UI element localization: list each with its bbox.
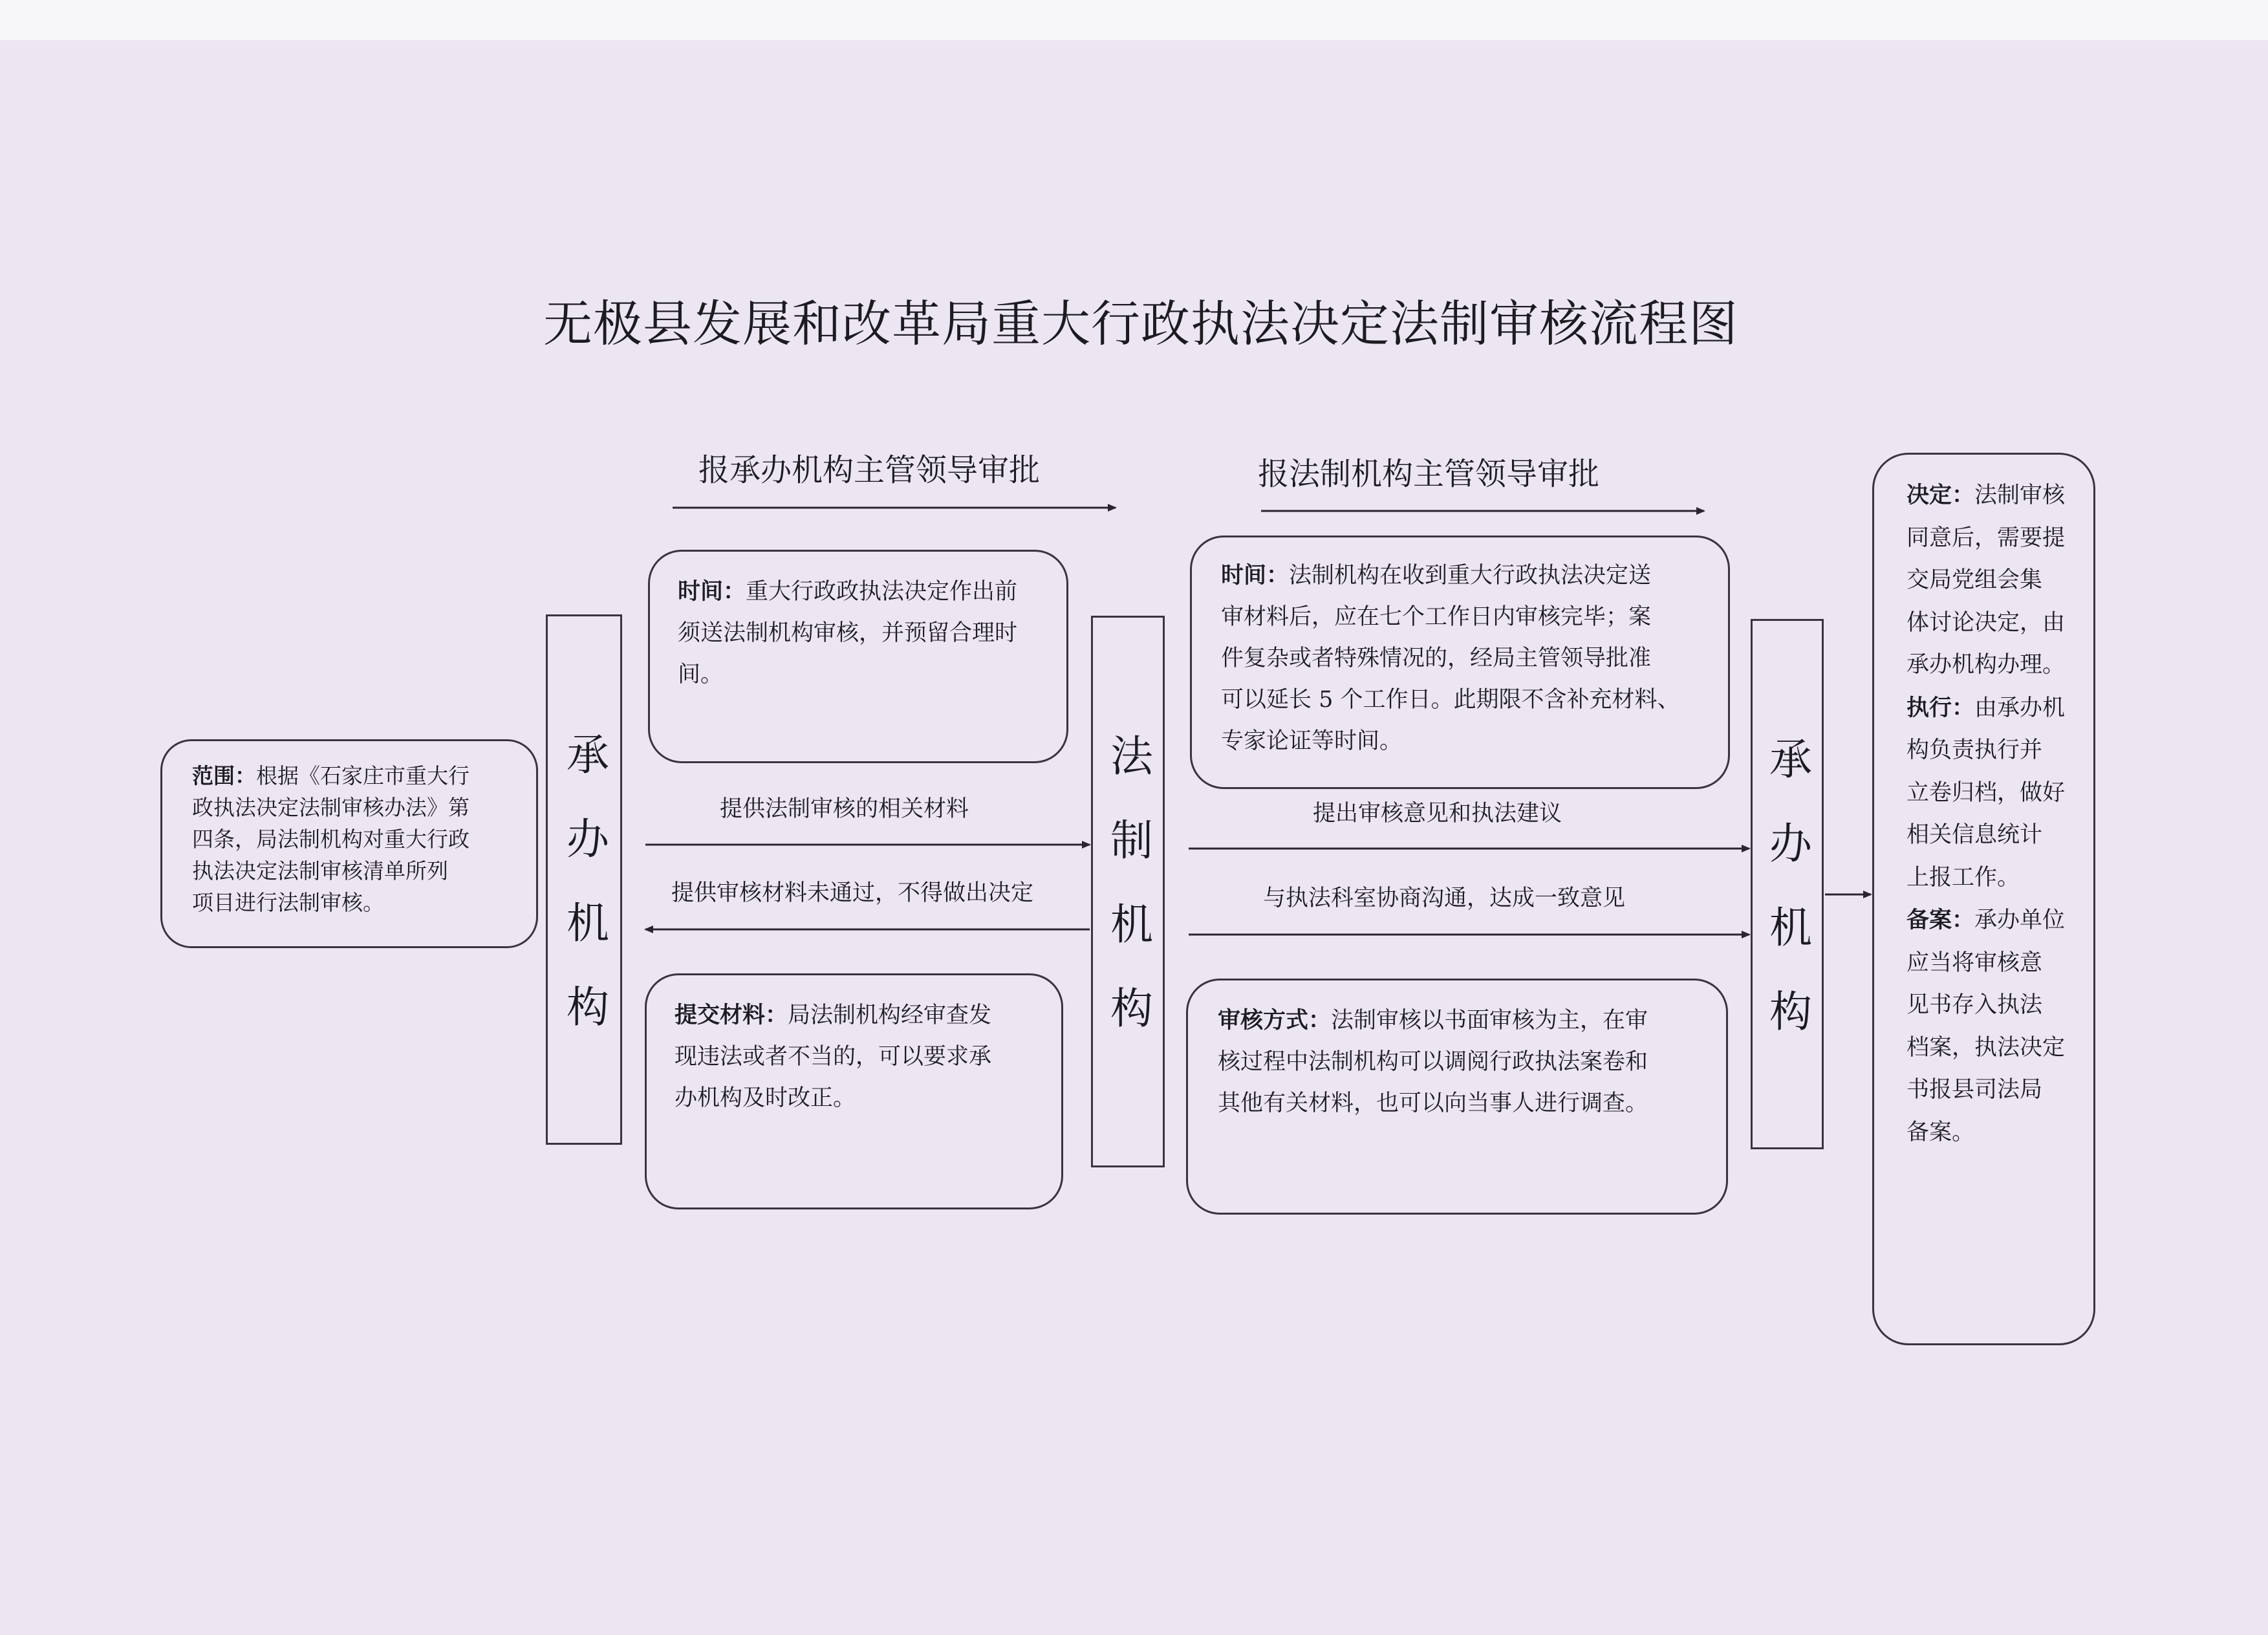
- submit-materials-line-2: 现违法或者不当的，可以要求承: [675, 1044, 992, 1070]
- page-title: 无极县发展和改革局重大行政执法决定法制审核流程图: [543, 295, 1738, 352]
- submit-materials-line-3: 办机构及时改正。: [675, 1085, 856, 1111]
- exec-line-5: 上报工作。: [1906, 864, 2020, 891]
- label-provide-materials: 提供法制审核的相关材料: [720, 796, 969, 822]
- exec-line-4: 相关信息统计: [1906, 822, 2043, 848]
- record-heading: 备案：: [1906, 907, 1975, 933]
- label-consult: 与执法科室协商沟通，达成一致意见: [1263, 885, 1626, 911]
- record-line-1: 承办单位: [1974, 907, 2066, 933]
- node-handling-agency-left-label: 承办机构: [567, 730, 609, 1032]
- record-line-5: 书报县司法局: [1906, 1077, 2043, 1103]
- scope-heading: 范围：: [192, 763, 256, 788]
- decision-line-1: 法制审核: [1974, 482, 2066, 508]
- exec-heading: 执行：: [1906, 694, 1975, 721]
- time-box-1-line-3: 间。: [678, 662, 724, 688]
- scope-line-1: 根据《石家庄市重大行: [256, 763, 470, 788]
- exec-line-2: 构负责执行并: [1906, 737, 2043, 763]
- exec-line-3: 立卷归档，做好: [1906, 779, 2066, 806]
- scope-line-4: 执法决定法制审核清单所列: [192, 858, 448, 883]
- review-method-line-1: 法制审核以书面审核为主，在审: [1331, 1008, 1648, 1034]
- label-approval-handling-leader: 报承办机构主管领导审批: [698, 452, 1041, 488]
- submit-materials-line-1: 局法制机构经审查发: [788, 1002, 992, 1028]
- review-method-line-3: 其他有关材料，也可以向当事人进行调查。: [1218, 1090, 1648, 1116]
- record-line-3: 见书存入执法: [1906, 992, 2043, 1018]
- submit-materials-heading: 提交材料：: [675, 1002, 788, 1028]
- review-method-line-2: 核过程中法制机构可以调阅行政执法案卷和: [1218, 1049, 1648, 1075]
- record-line-2: 应当将审核意: [1906, 949, 2043, 976]
- scope-line-5: 项目进行法制审核。: [192, 890, 384, 915]
- record-line-6: 备案。: [1906, 1119, 1975, 1145]
- exec-line-1: 由承办机: [1974, 695, 2066, 721]
- review-method-heading: 审核方式：: [1218, 1007, 1332, 1034]
- node-legal-agency-label: 法制机构: [1110, 731, 1153, 1034]
- record-line-4: 档案，执法决定: [1906, 1034, 2066, 1061]
- time-box-1-heading: 时间：: [678, 578, 746, 605]
- decision-line-4: 体讨论决定，由: [1906, 609, 2066, 636]
- time-box-1-line-1: 重大行政政执法决定作出前: [746, 579, 1018, 605]
- time-box-1-line-2: 须送法制机构审核，并预留合理时: [678, 620, 1018, 646]
- decision-heading: 决定：: [1906, 482, 1975, 508]
- label-opinion: 提出审核意见和执法建议: [1313, 801, 1562, 827]
- scope-line-2: 政执法决定法制审核办法》第: [192, 795, 470, 820]
- time-box-2-line-3: 件复杂或者特殊情况的，经局主管领导批准: [1221, 645, 1652, 671]
- label-approval-legal-leader: 报法制机构主管领导审批: [1258, 456, 1600, 492]
- label-not-passed: 提供审核材料未通过，不得做出决定: [671, 880, 1034, 906]
- decision-line-3: 交局党组会集: [1906, 567, 2043, 593]
- time-box-2-line-5: 专家论证等时间。: [1221, 728, 1403, 754]
- time-box-2-line-2: 审材料后，应在七个工作日内审核完毕；案: [1221, 604, 1652, 630]
- decision-line-2: 同意后，需要提: [1906, 525, 2066, 551]
- time-box-2-line-1: 法制机构在收到重大行政执法决定送: [1289, 563, 1652, 589]
- time-box-2-line-4: 可以延长 5 个工作日。此期限不含补充材料、: [1221, 687, 1680, 713]
- decision-line-5: 承办机构办理。: [1906, 652, 2066, 678]
- node-handling-agency-right-label: 承办机构: [1769, 735, 1812, 1037]
- scope-line-3: 四条，局法制机构对重大行政: [192, 827, 470, 852]
- time-box-2-heading: 时间：: [1221, 562, 1290, 589]
